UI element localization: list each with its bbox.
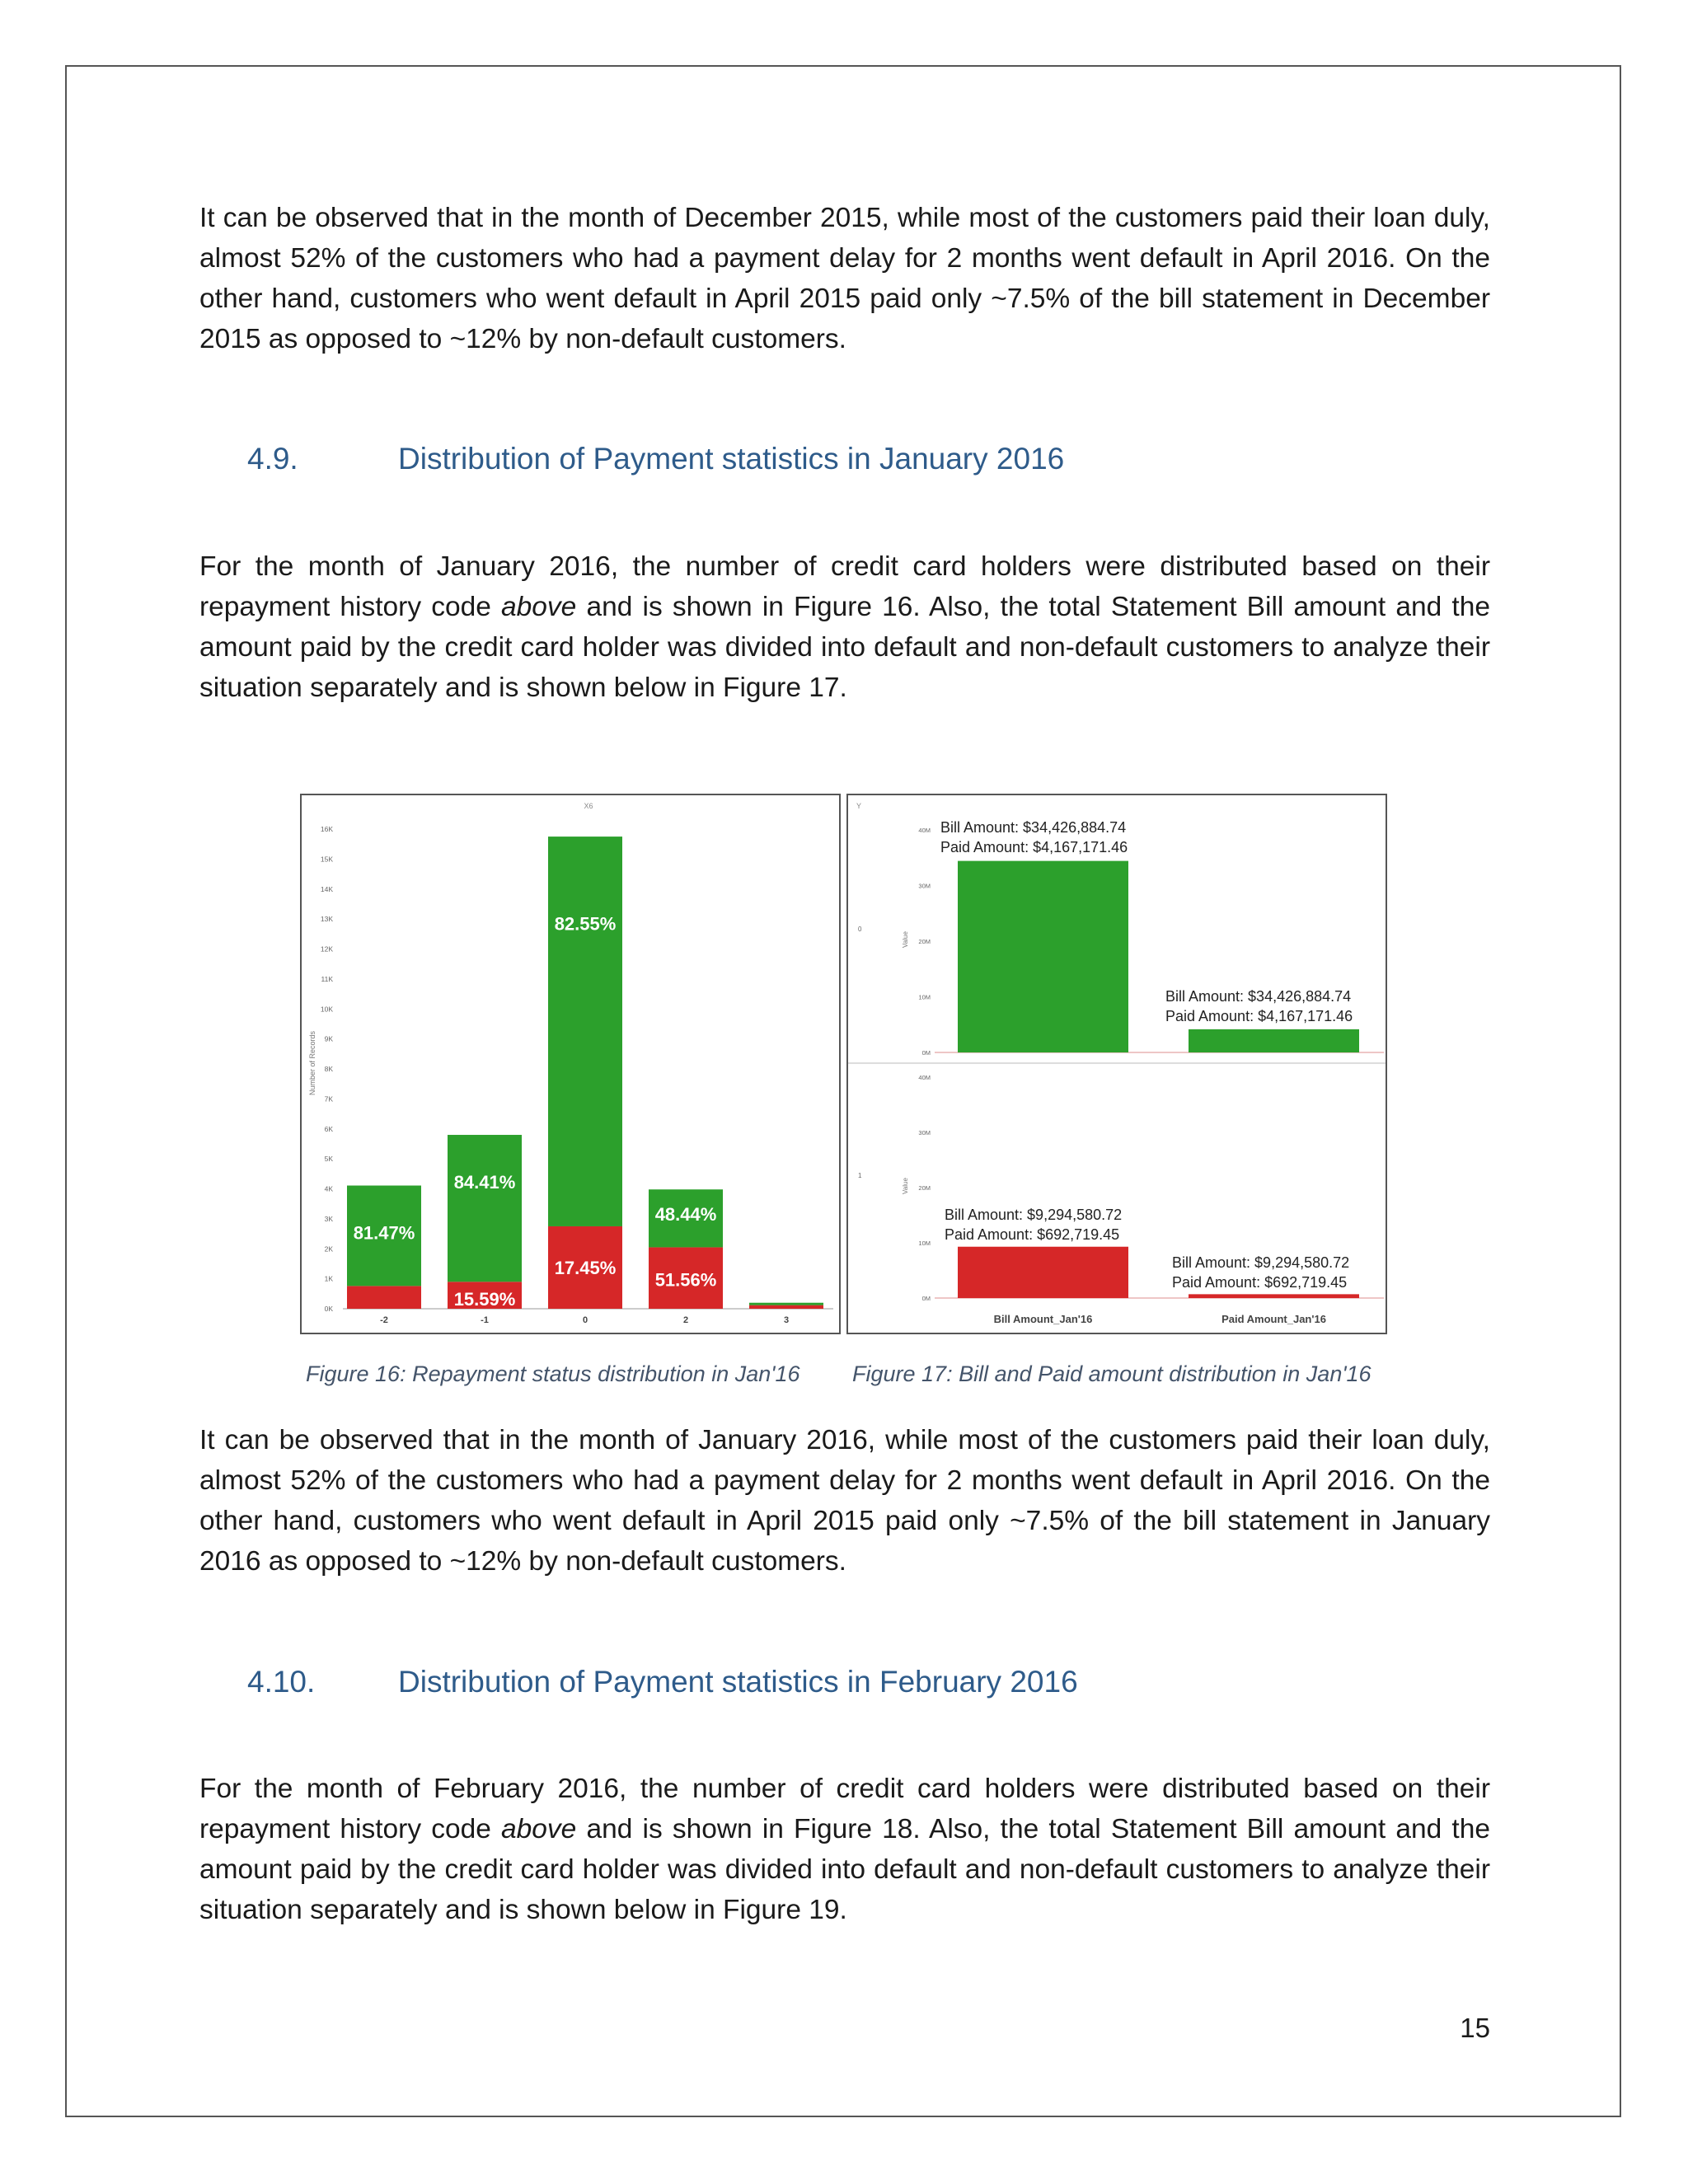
text-run: For the month of January 2016, the number of credit card holders were distributed based on their repayment history code [199, 551, 1490, 622]
data-label: 48.44% [654, 1204, 717, 1226]
bar-annotation-line2: Paid Amount: $692,719.45 [1172, 1274, 1348, 1291]
y-tick-label: 6K [324, 1124, 333, 1133]
bar-segment-nondefault--1 [448, 1135, 522, 1282]
figure-16-chart [300, 794, 841, 1334]
chart-title: Y [856, 802, 862, 810]
y-tick-label: 40M [918, 1074, 931, 1081]
x-tick-label: -1 [481, 1315, 489, 1325]
y-tick-label: 10K [320, 1005, 333, 1014]
row-label: 0 [858, 926, 862, 933]
bar-segment-nondefault-3 [749, 1303, 823, 1305]
paragraph-december-observation: It can be observed that in the month of December 2015, while most of the customers paid their loan duly, almost 52% of the customers who had a payment delay for 2 months went default in April 2016. On the other hand, customers who went default in April 2015 paid only ~7.5% of the bill statement in December 2015 as opposed to ~12% by non-default customers. [199, 203, 1490, 354]
y-tick-label: 20M [918, 938, 931, 945]
paragraph-january-observation: It can be observed that in the month of January 2016, while most of the customers paid their loan duly, almost 52% of the customers who had a payment delay for 2 months went default in April 2016. On the other hand, customers who went default in April 2015 paid only ~7.5% of the bill statement in January 2016 as opposed to ~12% by non-default customers. [199, 1425, 1490, 1577]
x-tick-label: 0 [582, 1315, 588, 1325]
emphasis-text: above [501, 1814, 577, 1844]
bar-annotation-line1: Bill Amount: $9,294,580.72 [945, 1207, 1123, 1223]
page-number: 15 [1460, 2013, 1490, 2043]
bar-bill-amount [958, 861, 1128, 1052]
bar-paid-amount [1189, 1294, 1359, 1298]
y-tick-label: 30M [918, 1129, 931, 1137]
y-tick-label: 7K [324, 1094, 333, 1104]
data-label: 51.56% [654, 1269, 717, 1291]
data-label: 82.55% [554, 913, 617, 935]
y-tick-label: 9K [324, 1034, 333, 1043]
y-tick-label: 0M [921, 1295, 931, 1302]
bar-bill-amount [958, 1247, 1128, 1298]
y-tick-label: 8K [324, 1065, 333, 1073]
section-title: Distribution of Payment statistics in February 2016 [398, 1665, 1078, 1699]
y-tick-label: 2K [324, 1244, 333, 1254]
y-tick-label: 13K [320, 915, 333, 924]
y-axis-label: Value [902, 931, 909, 948]
y-tick-label: 11K [321, 974, 333, 983]
y-tick-label: 10M [918, 993, 931, 1001]
y-tick-label: 5K [324, 1155, 333, 1164]
caption-figure-16: Figure 16: Repayment status distribution in Jan'16 [306, 1361, 800, 1386]
section-number: 4.9. [247, 442, 298, 476]
data-label: 17.45% [554, 1257, 617, 1278]
section-heading-4-9 [247, 442, 1064, 476]
y-axis-label: Value [902, 1178, 909, 1194]
section-number: 4.10. [247, 1665, 316, 1699]
data-label: 84.41% [453, 1172, 516, 1193]
paragraph-january-intro [199, 546, 1490, 708]
y-tick-label: 0M [921, 1049, 931, 1057]
row-label: 1 [858, 1172, 862, 1179]
repayment-status-chart-svg [302, 795, 839, 1333]
bill-paid-chart-svg [848, 795, 1386, 1333]
caption-figure-17: Figure 17: Bill and Paid amount distribution in Jan'16 [852, 1361, 1372, 1386]
x-tick-label: Paid Amount_Jan'16 [1221, 1313, 1326, 1325]
bar-segment-nondefault-0 [548, 837, 622, 1226]
y-tick-label: 30M [918, 882, 931, 890]
y-tick-label: 1K [324, 1274, 333, 1283]
bar-annotation-line2: Paid Amount: $4,167,171.46 [940, 839, 1128, 855]
y-tick-label: 4K [324, 1184, 333, 1193]
y-tick-label: 0K [324, 1305, 333, 1313]
text-run: For the month of February 2016, the number of credit card holders were distributed based on their repayment history code [199, 1774, 1490, 1844]
bar-annotation-line2: Paid Amount: $4,167,171.46 [1165, 1008, 1353, 1024]
data-label: 15.59% [453, 1289, 516, 1310]
y-tick-label: 20M [918, 1184, 931, 1192]
y-tick-label: 3K [324, 1214, 333, 1223]
chart-title: X6 [584, 802, 593, 810]
x-tick-label: Bill Amount_Jan'16 [993, 1313, 1093, 1325]
x-tick-label: -2 [380, 1315, 388, 1325]
text-run: and is shown in Figure 16. Also, the total Statement Bill amount and the amount paid by the credit card holder was divided into default and non-default customers to analyze their situation separately and is shown below in Figure 17. [199, 592, 1490, 703]
figure-17-chart [846, 794, 1387, 1334]
y-tick-label: 10M [918, 1240, 931, 1247]
y-tick-label: 15K [320, 855, 333, 864]
y-tick-label: 14K [320, 884, 333, 893]
bar-annotation-line2: Paid Amount: $692,719.45 [945, 1226, 1120, 1243]
section-title: Distribution of Payment statistics in January 2016 [398, 442, 1065, 476]
text-run: and is shown in Figure 18. Also, the total Statement Bill amount and the amount paid by the credit card holder was divided into default and non-default customers to analyze their situation separately and is shown below in Figure 19. [199, 1814, 1490, 1925]
section-heading-4-10 [247, 1665, 1078, 1699]
x-tick-label: 2 [682, 1315, 689, 1325]
bar-segment-default--2 [347, 1286, 421, 1309]
bar-paid-amount [1189, 1029, 1359, 1052]
y-tick-label: 12K [320, 944, 333, 954]
emphasis-text: above [501, 592, 577, 622]
y-axis-label: Number of Records [308, 1030, 316, 1096]
y-tick-label: 40M [918, 827, 931, 834]
y-tick-label: 16K [320, 825, 333, 833]
x-tick-label: 3 [783, 1315, 790, 1325]
bar-annotation-line1: Bill Amount: $34,426,884.74 [940, 819, 1127, 836]
bar-annotation-line1: Bill Amount: $9,294,580.72 [1172, 1254, 1350, 1271]
bar-annotation-line1: Bill Amount: $34,426,884.74 [1165, 988, 1352, 1005]
data-label: 81.47% [353, 1222, 415, 1244]
paragraph-february-intro [199, 1769, 1490, 1930]
bar-segment-default-3 [749, 1305, 823, 1309]
